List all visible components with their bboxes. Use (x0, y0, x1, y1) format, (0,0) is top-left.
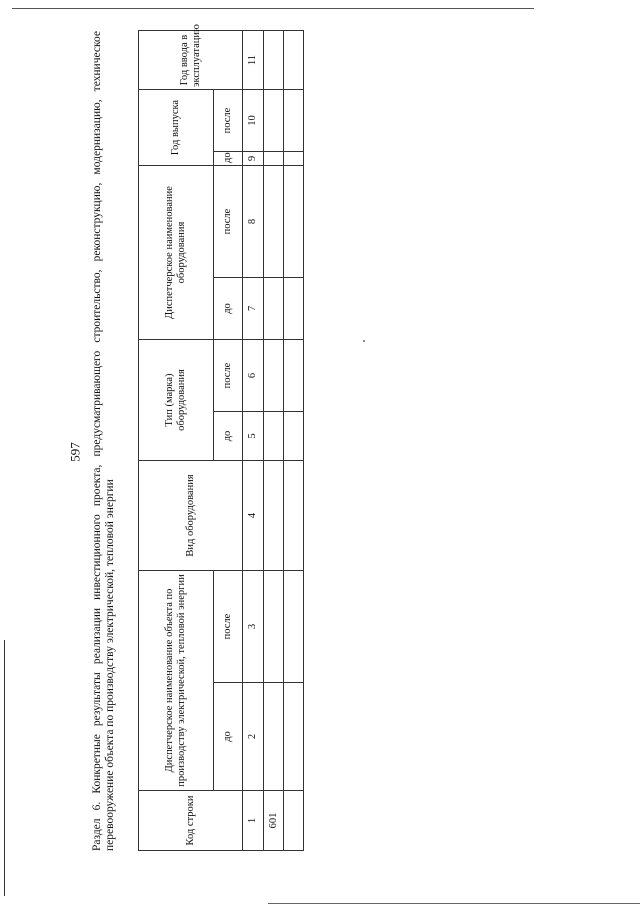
table-cell (284, 683, 304, 791)
header-release-year: Год выпуска (139, 90, 214, 166)
table-cell (264, 278, 284, 340)
table-cell (284, 166, 304, 278)
column-number: 5 (243, 412, 264, 461)
scan-speck (363, 340, 365, 342)
header-equipment-type: Тип (марка) оборудования (139, 340, 214, 461)
table-cell (264, 340, 284, 412)
column-number: 7 (243, 278, 264, 340)
table-cell (284, 90, 304, 152)
top-rule (12, 8, 534, 9)
sub-before-type: до (214, 412, 243, 461)
table-cell (264, 571, 284, 683)
table-cell (264, 31, 284, 90)
column-number: 4 (243, 461, 264, 571)
table-cell (284, 412, 304, 461)
column-number: 1 (243, 791, 264, 851)
rotated-sheet (86, 24, 298, 851)
table-cell (264, 461, 284, 571)
table-cell (264, 683, 284, 791)
table-cell (264, 90, 284, 152)
sub-before-release: до (214, 152, 243, 166)
header-commission-year: Год ввода в эксплуатацию (139, 31, 243, 90)
column-number: 2 (243, 683, 264, 791)
header-row-1 (139, 31, 214, 851)
table-cell (284, 791, 304, 851)
column-number: 3 (243, 571, 264, 683)
left-rule (4, 640, 5, 896)
table-cell (264, 412, 284, 461)
results-table (138, 24, 304, 851)
table-cell (284, 152, 304, 166)
column-number: 10 (243, 90, 264, 152)
table-cell (284, 31, 304, 90)
column-number: 8 (243, 166, 264, 278)
column-number: 11 (243, 31, 264, 90)
row-code-cell: 601 (264, 791, 284, 851)
sub-before-dispatch: до (214, 278, 243, 340)
page-number: 597 (67, 442, 83, 462)
table-cell (284, 461, 304, 571)
sub-after-type: после (214, 340, 243, 412)
table-cell (264, 152, 284, 166)
header-equipment-kind: Вид оборудования (139, 461, 243, 571)
table-cell (284, 340, 304, 412)
column-number: 6 (243, 340, 264, 412)
table-cell (264, 166, 284, 278)
header-row-2 (214, 31, 243, 851)
table-row (284, 31, 304, 851)
table-cell (284, 278, 304, 340)
header-dispatch-object: Диспетчерское наименование объекта по производству электрической, тепловой энергии (139, 571, 214, 791)
sub-after-dispatch: после (214, 166, 243, 278)
header-code: Код строки (139, 791, 243, 851)
bottom-rule (268, 903, 640, 904)
section-caption: Раздел 6. Конкретные результаты реализации инвестиционного проекта, предусматривающего строительство, реконструкцию, модернизацию, техническое перевооружение объекта по производству электрической, тепловой энергии (91, 31, 116, 851)
table-row (264, 31, 284, 851)
column-number: 9 (243, 152, 264, 166)
header-dispatch-equipment: Диспетчерское наименование оборудования (139, 166, 214, 340)
sub-after-release: после (214, 90, 243, 152)
column-number-row (243, 31, 264, 851)
sub-after-object: после (214, 571, 243, 683)
sub-before-object: до (214, 683, 243, 791)
table-cell (284, 571, 304, 683)
